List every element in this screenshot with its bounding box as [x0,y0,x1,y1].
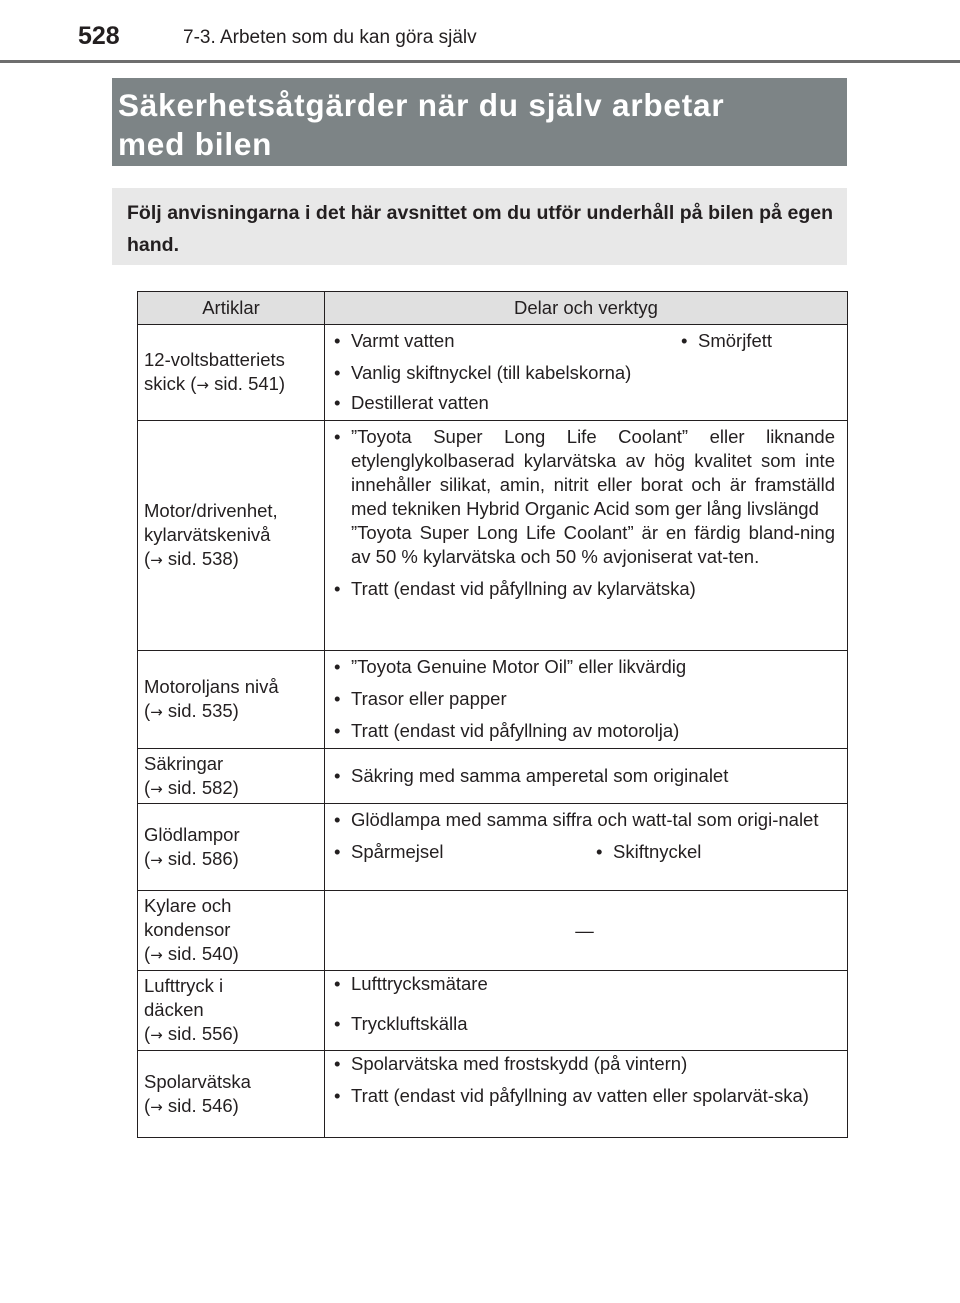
list-item: • ”Toyota Super Long Life Coolant” eller liknande etylenglykolbaserad kylarvätska av hög kvalitet som inte innehåller silikat, amin, nitrit eller borat och är framställd med tekniken Hybrid Organic Acid som ger lång livslängd [334,425,835,521]
list-item: • Tryckluftskälla [334,1012,835,1036]
item-line: Motor/drivenhet, [144,500,278,521]
list-item: • Lufttrycksmätare [334,972,835,996]
intro-text: Följ anvisningarna i det här avsnittet om du utför underhåll på bilen på egen hand. [127,202,833,256]
page-number: 528 [78,22,120,50]
list-item: • Säkring med samma amperetal som originalet [334,764,835,788]
header-rule [0,60,960,63]
page-ref: sid. 582) [167,776,239,798]
page-ref: sid. 540) [167,943,239,964]
item-line-ref: (→ sid. 535) [144,700,239,721]
list-item: • Trasor eller papper [334,687,835,711]
page-header [0,0,960,62]
arrow-icon: → [150,551,163,569]
page-title-line-1: Säkerhetsåtgärder när du själv arbetar [118,87,725,123]
item-line: kylarvätskenivå [144,524,271,545]
list-item: • Spårmejsel [334,840,596,864]
parts-cell [325,971,848,1051]
page-ref: sid. 541) [214,373,286,394]
list-item: • Smörjfett [681,329,772,353]
list-item: • Tratt (endast vid påfyllning av motorolja) [334,719,835,743]
table-row [138,749,848,804]
list-item-note: ”Toyota Super Long Life Coolant” är en färdig bland-ning av 50 % kylarvätska och 50 % avjoniserat vat-ten. [351,522,835,567]
parts-cell [325,1051,848,1138]
intro-box [112,188,847,265]
item-line: Lufttryck i [144,975,224,996]
item-cell [138,804,325,891]
item-line-ref: (→ sid. 540) [144,943,239,964]
arrow-icon: → [150,946,163,964]
arrow-icon: → [150,850,163,869]
header-parts: Delar och verktyg [325,292,848,325]
list-item: • Skiftnyckel [596,840,701,864]
item-line: Spolarvätska [144,1070,251,1092]
page-title-line-2: med bilen [118,126,273,162]
page-ref: sid. 556) [167,1023,239,1044]
item-line-ref: (→ sid. 538) [144,548,239,569]
arrow-icon: → [150,1026,163,1044]
header-items: Artiklar [138,292,325,325]
list-item: • Tratt (endast vid påfyllning av kylarvätska) [334,577,835,601]
list-item: • ”Toyota Genuine Motor Oil” eller likvärdig [334,655,835,679]
item-line: Motoroljans nivå [144,676,279,697]
arrow-icon: → [150,703,163,721]
section-title: 7-3. Arbeten som du kan göra själv [183,27,477,48]
parts-cell [325,421,848,651]
item-line: kondensor [144,919,231,940]
parts-cell [325,325,848,421]
parts-tools-table [137,291,848,1138]
table-row [138,891,848,971]
list-item: • Destillerat vatten [334,391,835,415]
table-row [138,651,848,749]
parts-cell [325,891,848,971]
item-line: Glödlampor [144,823,240,845]
page-ref: sid. 535) [167,700,239,721]
list-item: • Vanlig skiftnyckel (till kabelskorna) [334,361,835,385]
item-line: Säkringar [144,752,224,774]
table-row [138,421,848,651]
item-cell [138,421,325,651]
page-ref: sid. 546) [167,1094,239,1116]
table-row [138,1051,848,1138]
table-row [138,804,848,891]
page-ref: sid. 538) [167,548,239,569]
item-cell [138,971,325,1051]
item-line: däcken [144,999,204,1020]
item-line-ref: (→ sid. 556) [144,1023,239,1044]
arrow-icon: → [150,1097,163,1116]
parts-cell [325,749,848,804]
arrow-icon: → [196,376,209,394]
item-cell [138,651,325,749]
item-cell [138,749,325,804]
list-item: • Tratt (endast vid påfyllning av vatten eller spolarvät-ska) [334,1084,835,1108]
parts-cell [325,804,848,891]
list-item: • Varmt vatten [334,329,681,353]
parts-cell [325,651,848,749]
item-cell [138,325,325,421]
list-item: • Glödlampa med samma siffra och watt-tal som origi-nalet [334,808,835,832]
item-cell [138,1051,325,1138]
item-line: 12-voltsbatteriets [144,349,285,370]
item-line: Kylare och [144,895,232,916]
arrow-icon: → [150,779,163,798]
item-line-ref: skick (→ sid. 541) [144,373,286,394]
page-ref: sid. 586) [167,847,239,869]
table-row [138,971,848,1051]
list-item: • Spolarvätska med frostskydd (på vintern) [334,1052,835,1076]
table-row [138,325,848,421]
item-line-ref: (→ sid. 586) [144,847,239,869]
item-line-ref: (→ sid. 582) [144,776,239,798]
item-line-ref: (→ sid. 546) [144,1094,239,1116]
title-box [112,78,847,166]
table-header-row [138,292,848,325]
item-cell [138,891,325,971]
empty-dash: — [575,919,594,941]
